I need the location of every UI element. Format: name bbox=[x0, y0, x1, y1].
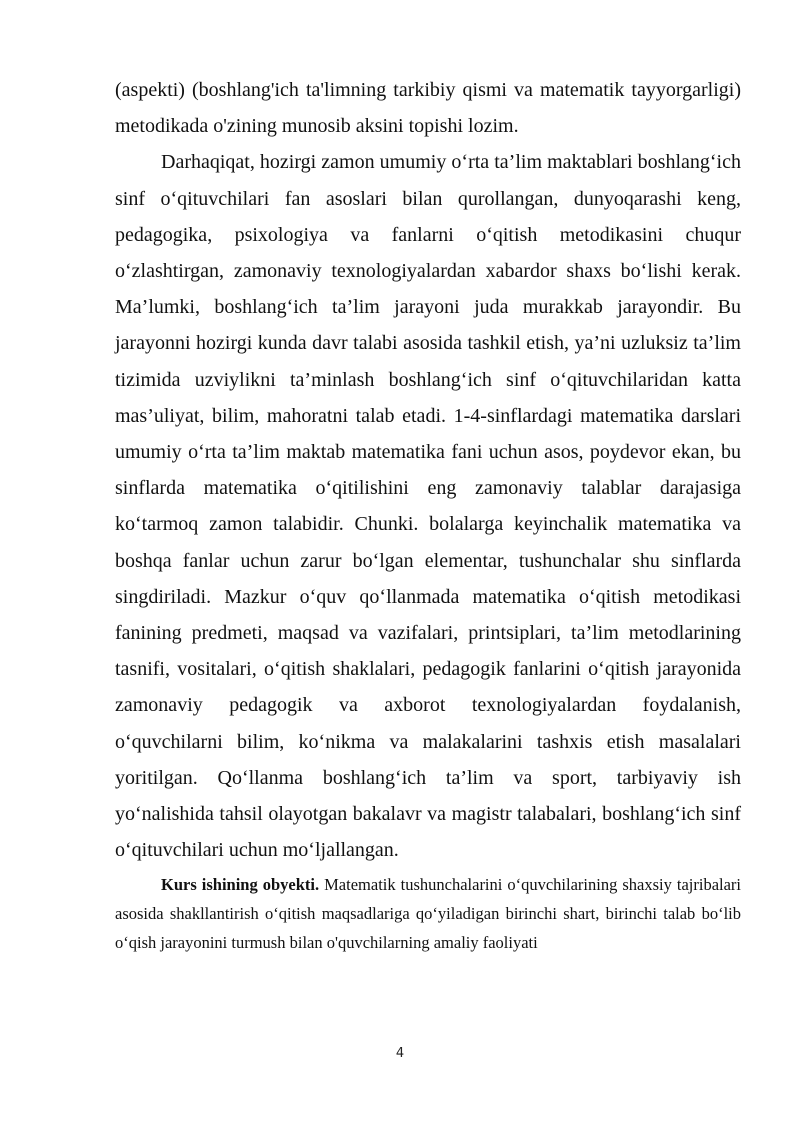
document-page bbox=[115, 72, 741, 957]
paragraph-course-object bbox=[115, 870, 741, 957]
page-number: 4 bbox=[395, 1046, 405, 1061]
paragraph-darhaqiqat: Darhaqiqat, hozirgi zamon umumiy o‘rta ta’lim maktablari boshlang‘ich sinf o‘qituvchilari fan asoslari bilan qurollangan, dunyoqarashi keng, pedagogika, psixologiya va fanlarni o‘qitish metodikasini chuqur o‘zlashtirgan, zamonaviy texnologiyalardan xabardor shaxs bo‘lishi kerak. Ma’lumki, boshlang‘ich ta’lim jarayoni juda murakkab jarayondir. Bu jarayonni hozirgi kunda davr talabi asosida tashkil etish, ya’ni uzluksiz ta’lim tizimida uzviylikni ta’minlash boshlang‘ich sinf o‘qituvchilaridan katta mas’uliyat, bilim, mahoratni talab etadi. 1-4-sinflardagi matematika darslari umumiy o‘rta ta’lim maktab matematika fani uchun asos, poydevor ekan, bu sinflarda matematika o‘qitilishini eng zamonaviy talablar darajasiga ko‘tarmoq zamon talabidir. Chunki. bolalarga keyinchalik matematika va boshqa fanlar uchun zarur bo‘lgan elementar, tushunchalar shu sinflarda singdiriladi. Mazkur o‘quv qo‘llanmada matematika o‘qitish metodikasi fanining predmeti, maqsad va vazifalari, printsiplari, ta’lim metodlarining tasnifi, vositalari, o‘qitish shaklalari, pedagogik fanlarini o‘qitish jarayonida zamonaviy pedagogik va axborot texnologiyalardan foydalanish, o‘quvchilarni bilim, ko‘nikma va malakalarini tashxis etish masalalari yoritilgan. Qo‘llanma boshlang‘ich ta’lim va sport, tarbiyaviy ish yo‘nalishida tahsil olayotgan bakalavr va magistr talabalari, boshlang‘ich sinf o‘qituvchilari uchun mo‘ljallangan. bbox=[115, 151, 741, 862]
course-object-heading: Kurs ishining obyekti. bbox=[161, 875, 320, 895]
course-object-text: Matematik tushunchalarini o‘quvchilarining shaxsiy tajribalari asosida shakllantirish o‘qitish maqsadlariga qo‘yiladigan birinchi shart, birinchi talab bo‘lib o‘qish jarayonini turmush bilan o'quvchilarning amaliy faoliyati bbox=[115, 875, 741, 953]
paragraph-aspekti: (aspekti) (boshlang'ich ta'limning tarkibiy qismi va matematik tayyorgarligi) metodikada o'zining munosib aksini topishi lozim. bbox=[115, 79, 741, 138]
